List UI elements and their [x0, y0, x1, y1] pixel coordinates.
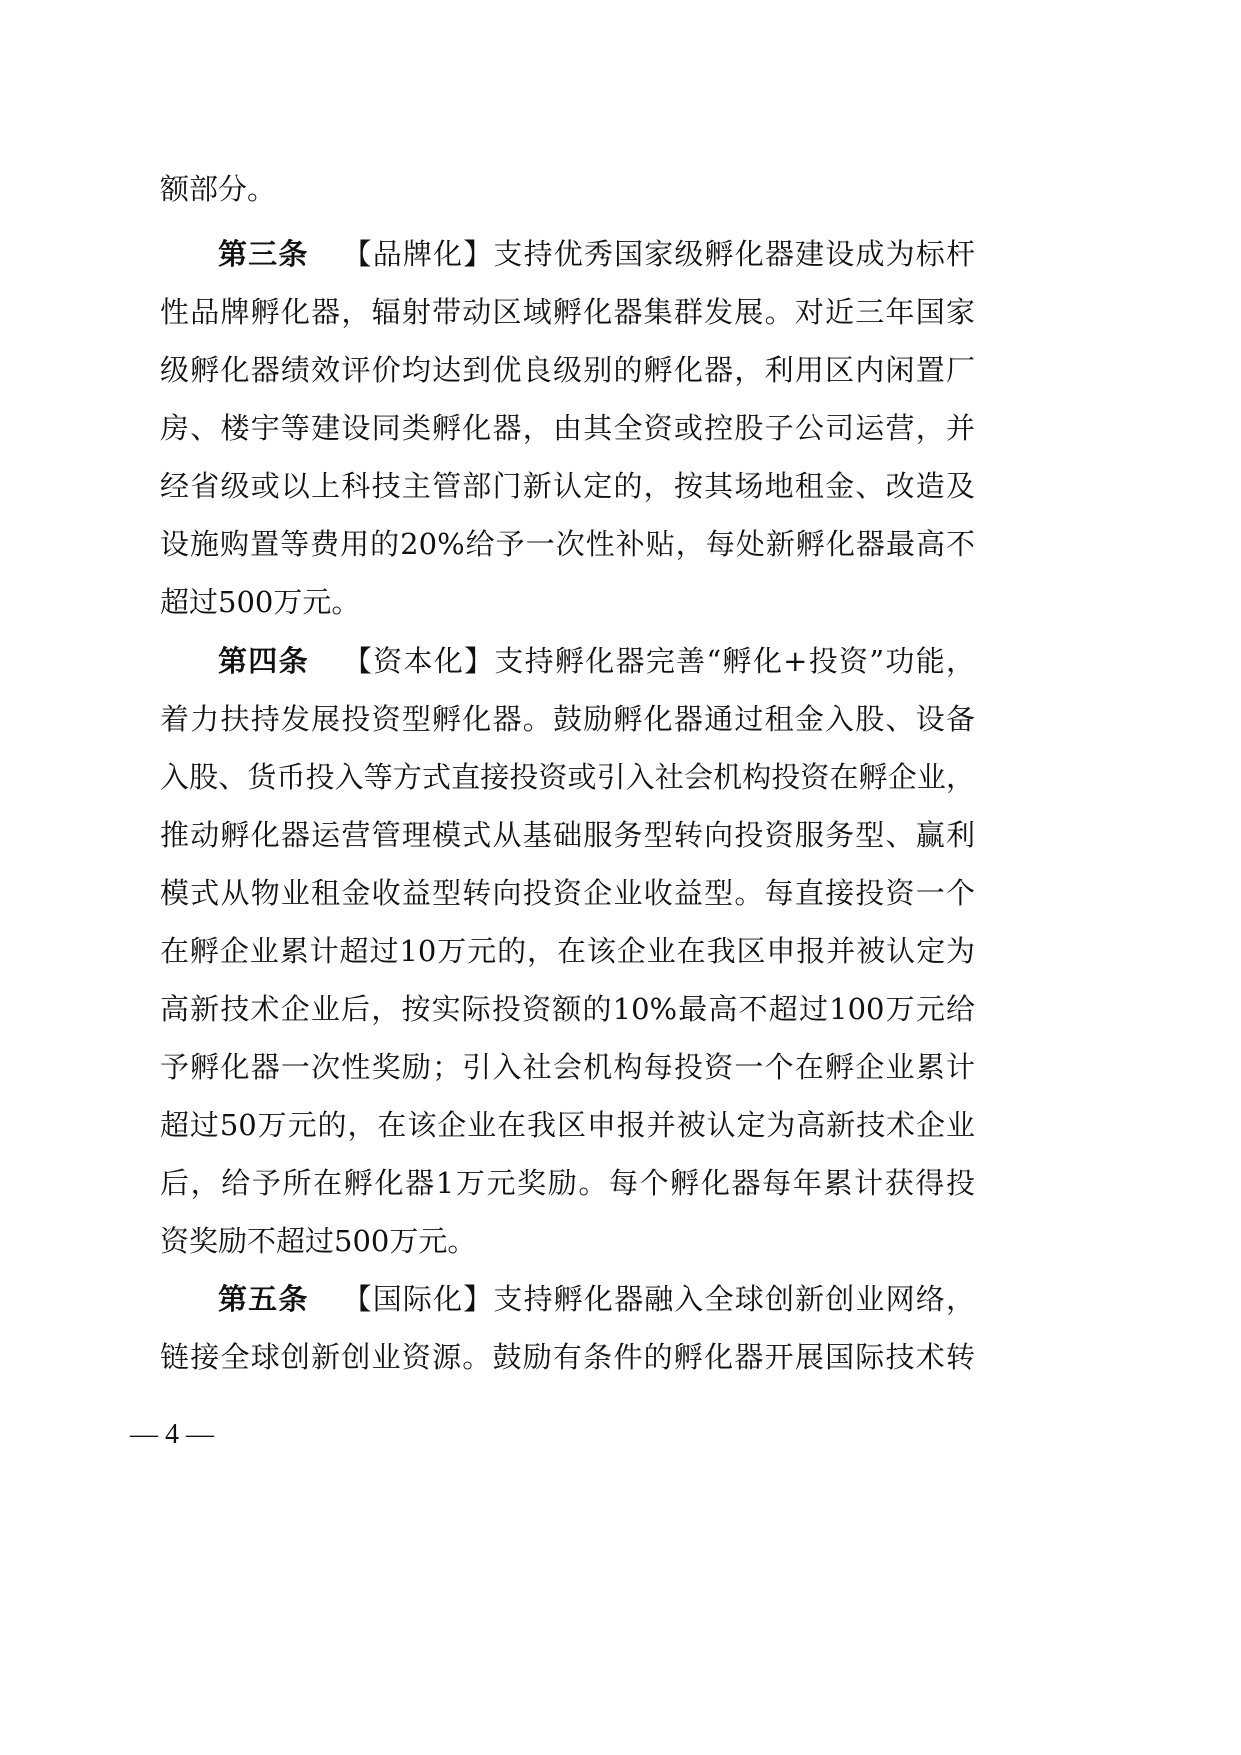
article-text-line: 超过50万元的，在该企业在我区申报并被认定为高新技术企业	[160, 1108, 975, 1142]
article-number: 第三条	[218, 237, 309, 271]
article-text-line: 资奖励不超过500万元。	[160, 1224, 477, 1258]
article-text-line: 高新技术企业后，按实际投资额的10%最高不超过100万元给	[160, 992, 975, 1026]
article-text-line: 设施购置等费用的20%给予一次性补贴，每处新孵化器最高不	[160, 527, 975, 561]
article-text-line: 级孵化器绩效评价均达到优良级别的孵化器，利用区内闲置厂	[160, 353, 975, 387]
article-heading-line	[218, 225, 975, 283]
article-text: 【国际化】支持孵化器融入全球创新创业网络，	[342, 1282, 975, 1316]
article-text-line: 经省级或以上科技主管部门新认定的，按其场地租金、改造及	[160, 469, 975, 503]
article-text-line: 超过500万元。	[160, 585, 361, 619]
article-text-line: 模式从物业租金收益型转向投资企业收益型。每直接投资一个	[160, 876, 975, 910]
article-text-line: 予孵化器一次性奖励；引入社会机构每投资一个在孵企业累计	[160, 1050, 975, 1084]
article-text-line: 推动孵化器运营管理模式从基础服务型转向投资服务型、赢利	[160, 818, 975, 852]
article-text-line: 入股、货币投入等方式直接投资或引入社会机构投资在孵企业，	[160, 760, 975, 794]
article-text: 【资本化】支持孵化器完善“孵化+投资”功能，	[342, 644, 975, 678]
article-heading-line	[218, 1270, 975, 1328]
article-text-line: 性品牌孵化器，辐射带动区域孵化器集群发展。对近三年国家	[160, 295, 975, 329]
article-number: 第四条	[218, 644, 309, 678]
article-text-line: 房、楼宇等建设同类孵化器，由其全资或控股子公司运营，并	[160, 411, 975, 445]
article-text-line: 着力扶持发展投资型孵化器。鼓励孵化器通过租金入股、设备	[160, 702, 975, 736]
article-text-line: 链接全球创新创业资源。鼓励有条件的孵化器开展国际技术转	[160, 1340, 975, 1374]
article-heading-line	[218, 632, 975, 690]
article-text-line: 在孵企业累计超过10万元的，在该企业在我区申报并被认定为	[160, 934, 975, 968]
page-number: — 4 —	[130, 1419, 214, 1450]
article-number: 第五条	[218, 1282, 309, 1316]
paragraph-tail: 额部分。	[160, 172, 277, 206]
article-text-line: 后，给予所在孵化器1万元奖励。每个孵化器每年累计获得投	[160, 1166, 975, 1200]
article-text: 【品牌化】支持优秀国家级孵化器建设成为标杆	[342, 237, 975, 271]
